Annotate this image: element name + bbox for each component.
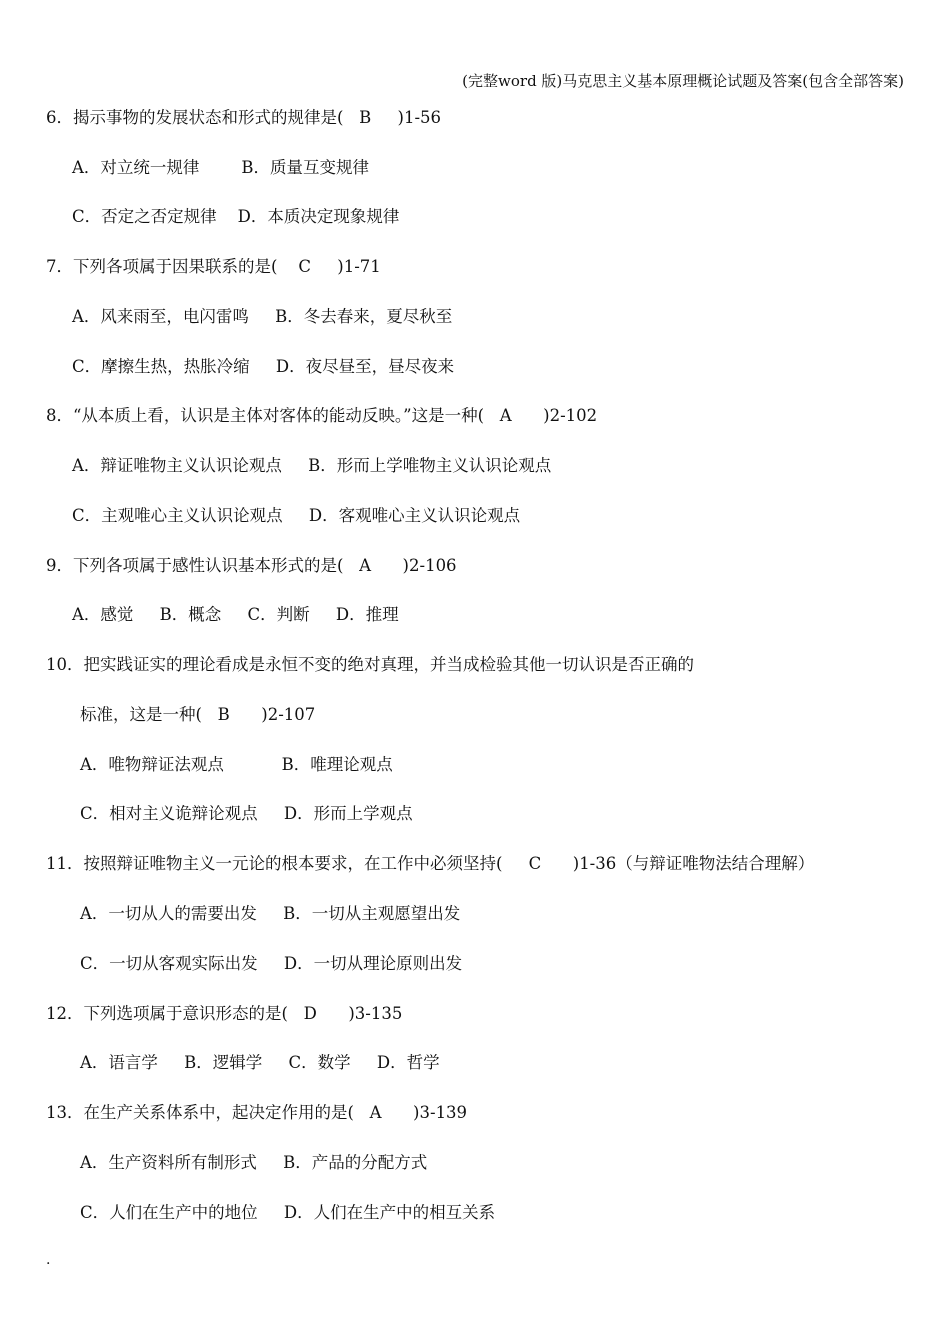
question-7-options-ab: A．风来雨至，电闪雷鸣 B．冬去春来，夏尽秋至 bbox=[72, 307, 453, 326]
question-13-options-ab: A．生产资料所有制形式 B．产品的分配方式 bbox=[80, 1153, 428, 1172]
question-6-options-ab: A．对立统一规律 B．质量互变规律 bbox=[72, 158, 369, 177]
question-13: 13．在生产关系体系中，起决定作用的是( A )3-139 bbox=[46, 1103, 468, 1122]
question-8-options-ab: A．辩证唯物主义认识论观点 B．形而上学唯物主义认识论观点 bbox=[72, 456, 552, 475]
question-8: 8．“从本质上看，认识是主体对客体的能动反映。”这是一种( A )2-102 bbox=[46, 406, 598, 425]
question-12-options: A．语言学 B．逻辑学 C．数学 D．哲学 bbox=[80, 1053, 440, 1072]
question-10-options-ab: A．唯物辩证法观点 B．唯理论观点 bbox=[80, 755, 393, 774]
question-9: 9．下列各项属于感性认识基本形式的是( A )2-106 bbox=[46, 556, 457, 575]
question-11: 11．按照辩证唯物主义一元论的根本要求，在工作中必须坚持( C )1-36（与辩证唯物法结合理解） bbox=[46, 854, 815, 873]
question-12: 12．下列选项属于意识形态的是( D )3-135 bbox=[46, 1004, 403, 1023]
question-9-options: A．感觉 B．概念 C．判断 D．推理 bbox=[72, 605, 399, 624]
question-11-options-ab: A．一切从人的需要出发 B．一切从主观愿望出发 bbox=[80, 904, 461, 923]
question-11-options-cd: C．一切从客观实际出发 D．一切从理论原则出发 bbox=[80, 954, 463, 973]
question-13-options-cd: C．人们在生产中的地位 D．人们在生产中的相互关系 bbox=[80, 1203, 496, 1222]
question-10-options-cd: C．相对主义诡辩论观点 D．形而上学观点 bbox=[80, 804, 413, 823]
page-header: (完整word 版)马克思主义基本原理概论试题及答案(包含全部答案) bbox=[462, 72, 904, 90]
page-footer-mark: . bbox=[46, 1252, 51, 1268]
question-7-options-cd: C．摩擦生热，热胀冷缩 D．夜尽昼至，昼尽夜来 bbox=[72, 357, 455, 376]
question-10: 10．把实践证实的理论看成是永恒不变的绝对真理，并当成检验其他一切认识是否正确的 bbox=[46, 655, 694, 674]
question-6-options-cd: C．否定之否定规律 D．本质决定现象规律 bbox=[72, 207, 400, 226]
question-6: 6．揭示事物的发展状态和形式的规律是( B )1-56 bbox=[46, 108, 442, 127]
question-8-options-cd: C．主观唯心主义认识论观点 D．客观唯心主义认识论观点 bbox=[72, 506, 521, 525]
question-10-continued: 标准，这是一种( B )2-107 bbox=[80, 705, 316, 724]
question-7: 7．下列各项属于因果联系的是( C )1-71 bbox=[46, 257, 381, 276]
